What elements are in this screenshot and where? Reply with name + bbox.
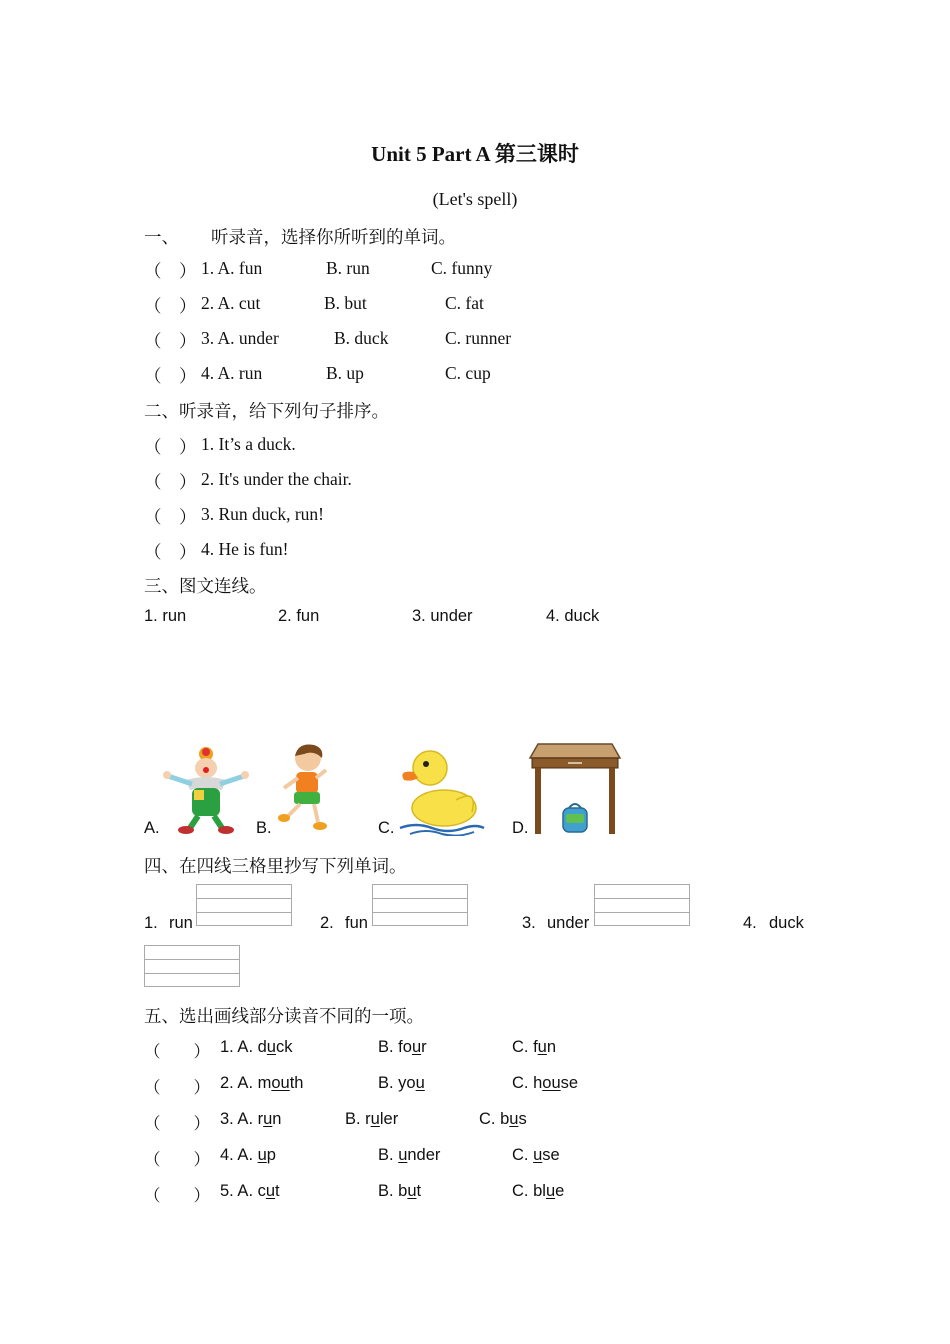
four-line-grid[interactable] xyxy=(196,884,292,926)
phonics-option-c: C. fun xyxy=(512,1038,557,1056)
phonics-option-c: C. use xyxy=(512,1146,560,1164)
sentence-item: 4. He is fun! xyxy=(201,539,289,559)
section-2-heading: 二、听录音，给下列句子排序。 xyxy=(144,401,389,421)
question-option-c: C. runner xyxy=(445,328,512,348)
phonics-option-a: 3. A. run xyxy=(220,1110,282,1128)
answer-blank[interactable]: （ ） xyxy=(144,1078,210,1097)
match-word: 3. under xyxy=(412,607,473,625)
running-boy-picture xyxy=(274,742,334,834)
answer-blank[interactable]: （ ） xyxy=(144,1042,210,1061)
copy-word: under xyxy=(547,914,590,932)
answer-blank[interactable]: （ ） xyxy=(144,472,197,492)
question-option-a: 3. A. under xyxy=(201,328,279,348)
section-1-heading-number: 一、 xyxy=(144,227,179,247)
four-line-grid[interactable] xyxy=(594,884,690,926)
answer-blank[interactable]: （ ） xyxy=(144,542,197,562)
picture-label: A. xyxy=(144,819,160,837)
copy-word: duck xyxy=(769,914,804,932)
page-subtitle: (Let's spell) xyxy=(432,189,518,209)
four-line-grid[interactable] xyxy=(372,884,468,926)
match-word: 4. duck xyxy=(546,607,600,625)
clown-picture xyxy=(162,740,250,836)
question-option-c: C. funny xyxy=(431,258,493,278)
answer-blank[interactable]: （ ） xyxy=(144,331,197,351)
answer-blank[interactable]: （ ） xyxy=(144,1186,210,1205)
question-option-b: B. duck xyxy=(334,328,389,348)
phonics-option-a: 5. A. cut xyxy=(220,1182,280,1200)
match-word: 2. fun xyxy=(278,607,320,625)
phonics-option-b: B. ruler xyxy=(345,1110,399,1128)
copy-item-number: 3. xyxy=(522,914,536,932)
copy-word: fun xyxy=(345,914,368,932)
section-4-heading: 四、在四线三格里抄写下列单词。 xyxy=(144,856,407,876)
phonics-option-b: B. four xyxy=(378,1038,427,1056)
copy-word: run xyxy=(169,914,193,932)
answer-blank[interactable]: （ ） xyxy=(144,507,197,527)
page-title: Unit 5 Part A 第三课时 xyxy=(371,142,579,166)
question-option-b: B. run xyxy=(326,258,370,278)
copy-item-number: 1. xyxy=(144,914,158,932)
phonics-option-c: C. blue xyxy=(512,1182,565,1200)
phonics-option-a: 2. A. mouth xyxy=(220,1074,304,1092)
question-option-c: C. fat xyxy=(445,293,484,313)
phonics-option-a: 1. A. duck xyxy=(220,1038,293,1056)
sentence-item: 3. Run duck, run! xyxy=(201,504,324,524)
answer-blank[interactable]: （ ） xyxy=(144,296,197,316)
answer-blank[interactable]: （ ） xyxy=(144,1114,210,1133)
phonics-option-b: B. but xyxy=(378,1182,422,1200)
sentence-item: 2. It's under the chair. xyxy=(201,469,352,489)
question-option-a: 2. A. cut xyxy=(201,293,261,313)
phonics-option-b: B. under xyxy=(378,1146,441,1164)
section-5-heading: 五、选出画线部分读音不同的一项。 xyxy=(144,1006,424,1026)
question-option-a: 1. A. fun xyxy=(201,258,263,278)
duck-picture xyxy=(396,742,486,836)
phonics-option-c: C. house xyxy=(512,1074,579,1092)
question-option-c: C. cup xyxy=(445,363,491,383)
copy-item-number: 2. xyxy=(320,914,334,932)
phonics-option-c: C. bus xyxy=(479,1110,527,1128)
question-option-a: 4. A. run xyxy=(201,363,263,383)
phonics-option-b: B. you xyxy=(378,1074,425,1092)
question-option-b: B. up xyxy=(326,363,364,383)
answer-blank[interactable]: （ ） xyxy=(144,366,197,386)
section-1-heading: 听录音，选择你所听到的单词。 xyxy=(211,227,456,247)
section-3-heading: 三、图文连线。 xyxy=(144,576,267,596)
picture-label: C. xyxy=(378,819,395,837)
copy-item-number: 4. xyxy=(743,914,757,932)
match-word: 1. run xyxy=(144,607,187,625)
phonics-option-a: 4. A. up xyxy=(220,1146,276,1164)
picture-label: D. xyxy=(512,819,529,837)
answer-blank[interactable]: （ ） xyxy=(144,261,197,281)
picture-label: B. xyxy=(256,819,272,837)
four-line-grid[interactable] xyxy=(144,945,240,987)
answer-blank[interactable]: （ ） xyxy=(144,1150,210,1169)
table-with-bag-picture xyxy=(528,742,622,836)
sentence-item: 1. It’s a duck. xyxy=(201,434,296,454)
answer-blank[interactable]: （ ） xyxy=(144,437,197,457)
question-option-b: B. but xyxy=(324,293,367,313)
